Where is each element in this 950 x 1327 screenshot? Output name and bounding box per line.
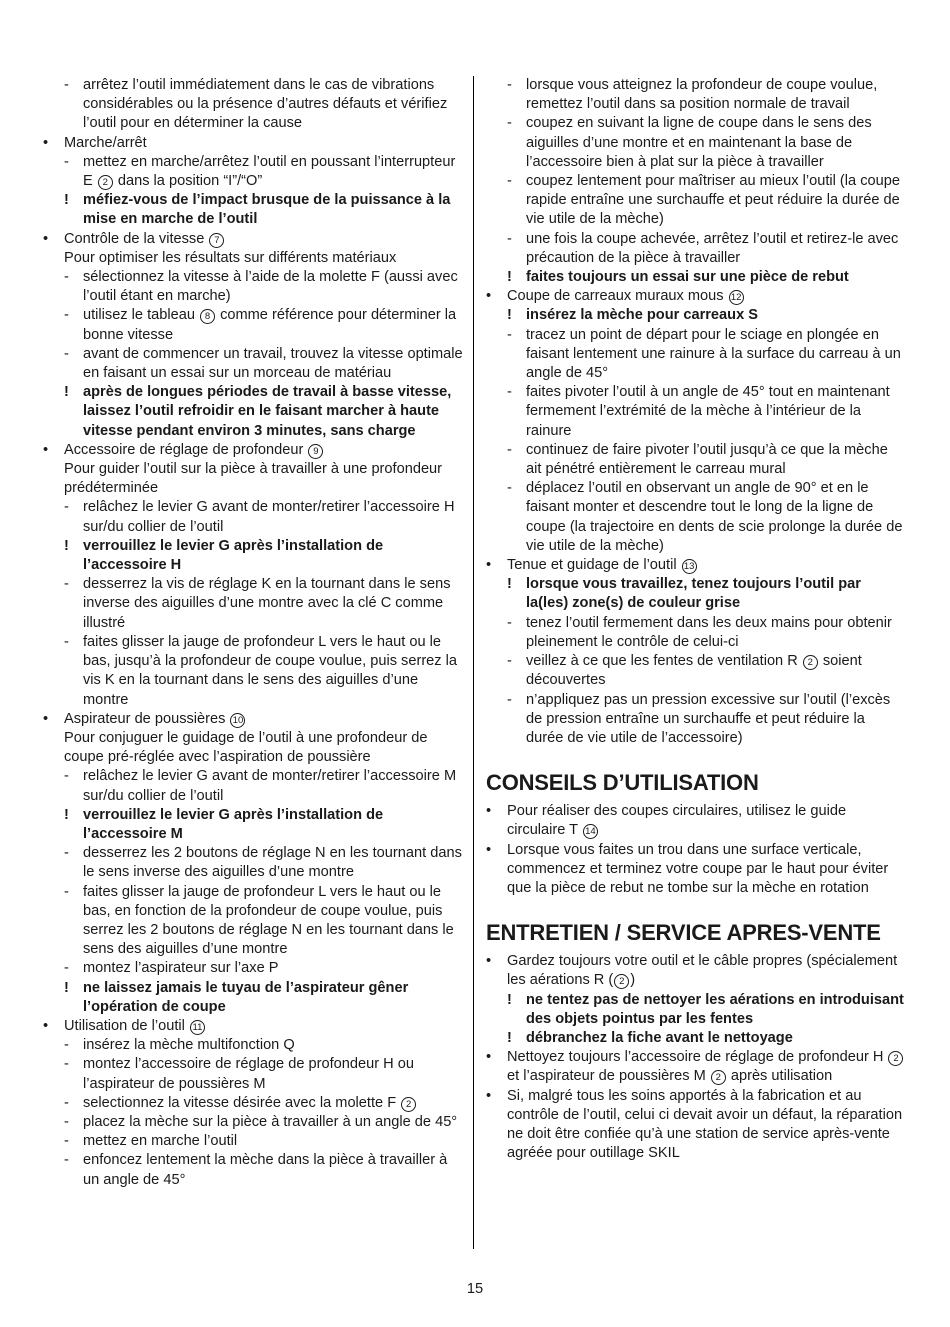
bullet-icon: • xyxy=(486,841,492,858)
warning-icon: ! xyxy=(64,384,69,401)
warning-item xyxy=(486,306,906,325)
warning-icon: ! xyxy=(507,307,512,324)
bullet-icon: • xyxy=(43,1017,49,1034)
list-item xyxy=(486,479,906,556)
item-text: verrouillez le levier G après l’installation de l’accessoire M xyxy=(83,806,384,842)
list-item xyxy=(43,230,463,249)
bullet-icon: • xyxy=(43,710,49,727)
list-item xyxy=(486,230,906,268)
item-text: faites glisser la jauge de profondeur L vers le haut ou le bas, jusqu’à la profondeur de coupe voulue, puis serrez la vis K en la tournant dans le sens des aiguilles d’une montre xyxy=(83,633,458,708)
item-text: déplacez l’outil en observant un angle de 90° et en le faisant monter et descendre tout le long de la ligne de coupe (la trajectoire en dents de scie prolonge la durée de vie utile de la mèche) xyxy=(526,480,903,554)
item-text: montez l’accessoire de réglage de profondeur H ou l’aspirateur de poussières M xyxy=(83,1056,414,1092)
item-text-after: dans la position “I”/“O” xyxy=(113,173,263,190)
figure-ref-badge: 9 xyxy=(308,444,323,459)
bullet-icon: • xyxy=(486,557,492,574)
item-text: tenez l’outil fermement dans les deux mains pour obtenir pleinement le contrôle de celui-ci xyxy=(526,614,892,650)
dash-icon: - xyxy=(64,1094,69,1111)
warning-item xyxy=(486,991,906,1029)
list-item xyxy=(43,1151,463,1189)
dash-icon: - xyxy=(64,269,69,286)
list-item xyxy=(486,326,906,384)
list-item xyxy=(486,172,906,230)
list-item xyxy=(486,383,906,441)
dash-icon: - xyxy=(507,614,512,631)
list-item xyxy=(486,287,906,306)
list-item xyxy=(43,883,463,960)
item-text: faites pivoter l’outil à un angle de 45° tout en maintenant fermement l’extrémité de la mèche à l’intérieur de la rainure xyxy=(526,384,890,439)
item-text: tracez un point de départ pour le sciage en plongée en faisant lentement une rainure à la surface du carreau à un angle de 45° xyxy=(526,326,901,382)
list-item xyxy=(43,959,463,978)
warning-item xyxy=(486,268,906,287)
list-item xyxy=(43,1132,463,1151)
item-text: lorsque vous atteignez la profondeur de coupe voulue, remettez l’outil dans sa position normale de travail xyxy=(526,77,878,113)
bullet-icon: • xyxy=(486,288,492,305)
warning-item xyxy=(43,537,463,575)
list-item xyxy=(486,802,906,840)
dash-icon: - xyxy=(507,115,512,132)
warning-icon: ! xyxy=(64,979,69,996)
figure-ref-badge: 2 xyxy=(98,175,113,190)
warning-icon: ! xyxy=(507,576,512,593)
dash-icon: - xyxy=(507,326,512,343)
warning-item xyxy=(43,806,463,844)
item-text: montez l’aspirateur sur l’axe P xyxy=(83,960,279,977)
item-text: veillez à ce que les fentes de ventilation R xyxy=(526,653,802,670)
warning-icon: ! xyxy=(64,806,69,823)
list-item xyxy=(43,345,463,383)
item-text: Coupe de carreaux muraux mous xyxy=(507,288,728,305)
warning-item xyxy=(43,383,463,441)
figure-ref-badge: 14 xyxy=(583,824,598,839)
figure-ref-badge: 12 xyxy=(729,290,744,305)
left-column xyxy=(43,76,463,1190)
warning-icon: ! xyxy=(507,1029,512,1046)
item-text: débranchez la fiche avant le nettoyage xyxy=(526,1029,793,1046)
item-text-after: ) xyxy=(630,972,636,989)
item-text-after: après utilisation xyxy=(726,1068,833,1085)
item-text: avant de commencer un travail, trouvez la vitesse optimale en faisant un essai sur un morceau de matériau xyxy=(83,345,463,382)
item-text: n’appliquez pas un pression excessive sur l’outil (l’excès de pression entraîne un surchauffe et peut réduire la durée de vie utile de l’accessoire) xyxy=(526,691,891,746)
item-text: lorsque vous travaillez, tenez toujours l’outil par la(les) zone(s) de couleur grise xyxy=(526,576,861,612)
dash-icon: - xyxy=(64,499,69,516)
item-text: faites toujours un essai sur une pièce de rebut xyxy=(526,269,849,286)
column-divider xyxy=(473,76,474,1249)
bullet-icon: • xyxy=(486,1049,492,1066)
dash-icon: - xyxy=(507,691,512,708)
item-text: Accessoire de réglage de profondeur xyxy=(64,441,308,458)
list-item xyxy=(43,575,463,633)
item-text-after: comme référence pour déterminer la bonne vitesse xyxy=(83,307,457,343)
item-text: desserrez la vis de réglage K en la tournant dans le sens inverse des aiguilles d’une montre avec la clé C comme illustré xyxy=(83,576,451,631)
item-text: Aspirateur de poussières xyxy=(64,710,230,727)
dash-icon: - xyxy=(507,653,512,670)
list-item xyxy=(486,652,906,690)
item-text: enfoncez lentement la mèche dans la pièce à travailler à un angle de 45° xyxy=(83,1152,448,1188)
list-item xyxy=(486,841,906,899)
warning-item xyxy=(486,1029,906,1048)
list-item xyxy=(43,441,463,460)
item-text: coupez en suivant la ligne de coupe dans le sens des aiguilles d’une montre et en maintenant la base de l’accessoire bien à plat sur la pièce à travailler xyxy=(526,115,872,170)
item-text: mettez en marche/arrêtez l’outil en poussant l’interrupteur E xyxy=(83,153,456,190)
list-item xyxy=(43,153,463,191)
item-text: placez la mèche sur la pièce à travailler à un angle de 45° xyxy=(83,1113,458,1130)
item-text: insérez la mèche pour carreaux S xyxy=(526,307,758,324)
list-item xyxy=(486,1087,906,1164)
list-item xyxy=(43,710,463,729)
item-text: méfiez-vous de l’impact brusque de la puissance à la mise en marche de l’outil xyxy=(83,192,451,228)
list-item xyxy=(43,1094,463,1113)
dash-icon: - xyxy=(64,345,69,362)
item-text: ne laissez jamais le tuyau de l’aspirateur gêner l’opération de coupe xyxy=(83,979,409,1015)
bullet-icon: • xyxy=(43,134,49,151)
item-text: Pour optimiser les résultats sur différents matériaux xyxy=(64,249,397,266)
dash-icon: - xyxy=(64,1037,69,1054)
list-item xyxy=(486,614,906,652)
item-text: verrouillez le levier G après l’installation de l’accessoire H xyxy=(83,537,384,574)
dash-icon: - xyxy=(64,633,69,650)
item-text: Pour guider l’outil sur la pièce à travailler à une profondeur prédéterminée xyxy=(64,461,443,497)
dash-icon: - xyxy=(64,883,69,900)
item-text: desserrez les 2 boutons de réglage N en les tournant dans le sens inverse des aiguilles d’une montre xyxy=(83,845,462,881)
bullet-icon: • xyxy=(486,953,492,970)
list-item xyxy=(486,556,906,575)
figure-ref-badge: 13 xyxy=(682,559,697,574)
warning-item xyxy=(486,575,906,613)
warning-item xyxy=(43,979,463,1017)
item-text-after: soient découvertes xyxy=(526,653,862,689)
dash-icon: - xyxy=(64,1152,69,1169)
item-text: utilisez le tableau xyxy=(83,307,200,324)
bullet-icon: • xyxy=(43,230,49,247)
list-item xyxy=(43,1113,463,1132)
figure-ref-badge: 2 xyxy=(803,655,818,670)
list-item xyxy=(486,1048,906,1086)
dash-icon: - xyxy=(64,1113,69,1130)
dash-icon: - xyxy=(507,173,512,190)
item-text: Gardez toujours votre outil et le câble propres (spécialement les aérations R ( xyxy=(507,953,898,989)
figure-ref-badge: 8 xyxy=(200,309,215,324)
figure-ref-badge: 11 xyxy=(190,1020,205,1035)
list-item xyxy=(43,498,463,536)
dash-icon: - xyxy=(64,1133,69,1150)
dash-icon: - xyxy=(507,480,512,497)
page-number: 15 xyxy=(466,1281,484,1297)
list-item xyxy=(43,1055,463,1093)
item-text: ne tentez pas de nettoyer les aérations en introduisant des objets pointus par les fentes xyxy=(526,991,904,1027)
bullet-icon: • xyxy=(43,441,49,458)
warning-icon: ! xyxy=(507,269,512,286)
dash-icon: - xyxy=(507,441,512,458)
dash-icon: - xyxy=(64,960,69,977)
item-text: continuez de faire pivoter l’outil jusqu’à ce que la mèche ait pénétré entièrement le carreau mural xyxy=(526,441,888,478)
item-text: relâchez le levier G avant de monter/retirer l’accessoire M sur/du collier de l’outil xyxy=(83,768,457,804)
list-item xyxy=(486,76,906,114)
warning-icon: ! xyxy=(64,537,69,554)
list-item xyxy=(43,1017,463,1036)
dash-icon: - xyxy=(64,307,69,324)
item-text: après de longues périodes de travail à basse vitesse, laissez l’outil refroidir en le faisant marcher à haute vitesse pendant environ 3 minutes, sans charge xyxy=(83,384,452,439)
item-text: selectionnez la vitesse désirée avec la molette F xyxy=(83,1094,401,1111)
list-item xyxy=(486,952,906,990)
list-item xyxy=(43,268,463,306)
list-item xyxy=(43,306,463,344)
item-text: Utilisation de l’outil xyxy=(64,1017,189,1034)
dash-icon: - xyxy=(507,77,512,93)
item-text: mettez en marche l’outil xyxy=(83,1133,238,1150)
item-text: coupez lentement pour maîtriser au mieux l’outil (la coupe rapide entraîne une surchauffe et peut réduire la durée de vie utile de la mèche) xyxy=(526,173,900,228)
dash-icon: - xyxy=(64,1056,69,1073)
figure-ref-badge: 2 xyxy=(401,1097,416,1112)
figure-ref-badge: 10 xyxy=(230,713,245,728)
item-text: une fois la coupe achevée, arrêtez l’outil et retirez-le avec précaution de la pièce à travailler xyxy=(526,230,899,266)
item-text: Pour conjuguer le guidage de l’outil à une profondeur de coupe pré-réglée avec l’aspiration de poussière xyxy=(64,729,428,766)
bullet-icon: • xyxy=(486,1087,492,1104)
item-text: relâchez le levier G avant de monter/retirer l’accessoire H sur/du collier de l’outil xyxy=(83,499,455,535)
item-text: Lorsque vous faites un trou dans une surface verticale, commencez et terminez votre coupe par le haut pour éviter que la pièce de rebut ne tombe sur la mèche en rotation xyxy=(507,841,889,896)
list-item xyxy=(43,1036,463,1055)
dash-icon: - xyxy=(507,230,512,247)
item-text: arrêtez l’outil immédiatement dans le cas de vibrations considérables ou la présence d’autres défauts et vérifiez l’outil pour en déterminer la cause xyxy=(83,77,448,132)
warning-item xyxy=(43,191,463,229)
section-heading: ENTRETIEN / SERVICE APRES-VENTE xyxy=(486,920,881,946)
item-text: Marche/arrêt xyxy=(64,134,147,151)
list-item xyxy=(43,767,463,805)
list-item xyxy=(43,844,463,882)
list-item xyxy=(486,691,906,749)
paragraph xyxy=(43,729,463,767)
item-text: Pour réaliser des coupes circulaires, utilisez le guide circulaire T xyxy=(507,803,847,839)
list-item xyxy=(43,633,463,710)
dash-icon: - xyxy=(64,845,69,862)
item-text: Si, malgré tous les soins apportés à la fabrication et au contrôle de l’outil, celui ci devait avoir un défaut, la réparation ne doit être confiée qu’à une station de service après-vente agréée pour outillage SKIL xyxy=(507,1087,903,1162)
figure-ref-badge: 2 xyxy=(888,1051,903,1066)
figure-ref-badge: 2 xyxy=(614,974,629,989)
paragraph xyxy=(43,460,463,498)
list-item xyxy=(43,76,463,134)
list-item xyxy=(486,114,906,172)
figure-ref-badge: 2 xyxy=(711,1070,726,1085)
item-text: sélectionnez la vitesse à l’aide de la molette F (aussi avec l’outil étant en marche) xyxy=(83,269,458,305)
dash-icon: - xyxy=(64,576,69,593)
item-text: Tenue et guidage de l’outil xyxy=(507,557,681,574)
right-column xyxy=(486,76,906,1163)
list-item xyxy=(43,134,463,153)
warning-icon: ! xyxy=(64,192,69,209)
item-text-after: et l’aspirateur de poussières M xyxy=(507,1068,710,1085)
paragraph xyxy=(43,249,463,268)
warning-icon: ! xyxy=(507,991,512,1008)
figure-ref-badge: 7 xyxy=(209,233,224,248)
dash-icon: - xyxy=(507,384,512,401)
dash-icon: - xyxy=(64,768,69,785)
item-text: insérez la mèche multifonction Q xyxy=(83,1037,295,1054)
item-text: faites glisser la jauge de profondeur L vers le haut ou le bas, en fonction de la profondeur de coupe voulue, puis serrez les 2 boutons de réglage N en les tournant dans le sens des aiguilles d’une montre xyxy=(83,883,454,958)
dash-icon: - xyxy=(64,153,69,170)
bullet-icon: • xyxy=(486,803,492,820)
section-heading: CONSEILS D’UTILISATION xyxy=(486,770,759,796)
dash-icon: - xyxy=(64,77,69,93)
item-text: Contrôle de la vitesse xyxy=(64,230,209,247)
list-item xyxy=(486,441,906,479)
item-text: Nettoyez toujours l’accessoire de réglage de profondeur H xyxy=(507,1049,888,1066)
